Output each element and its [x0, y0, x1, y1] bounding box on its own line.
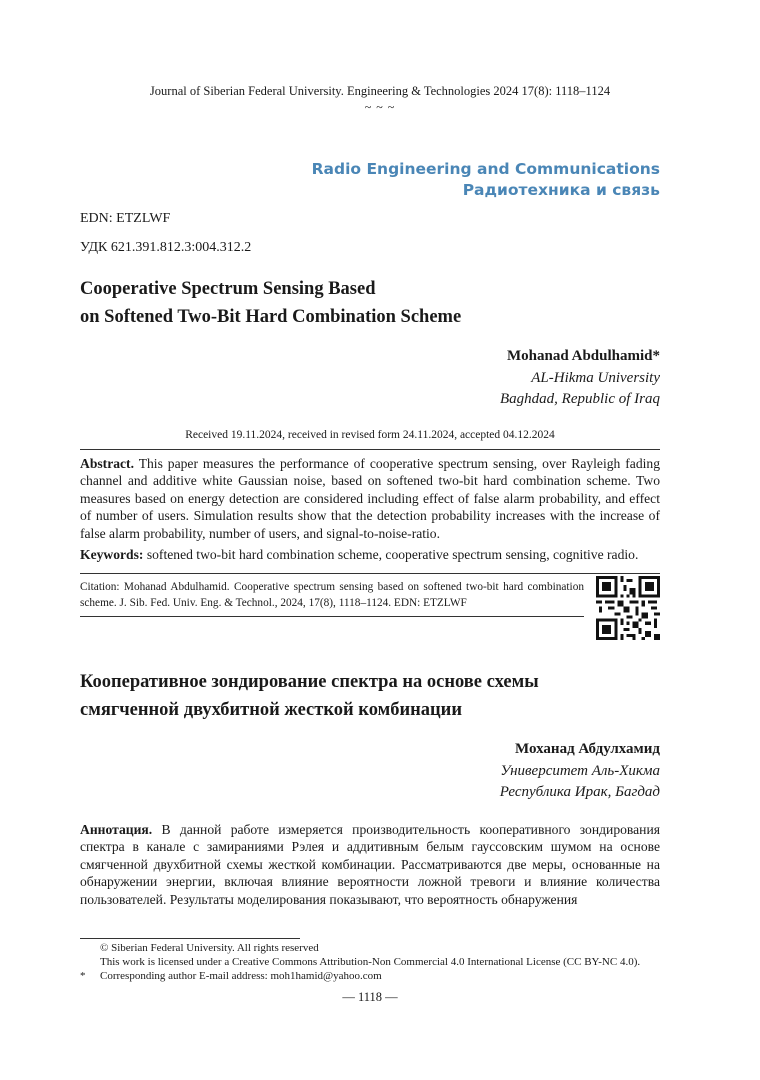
qr-code-icon[interactable]: [596, 576, 660, 640]
received-dates: Received 19.11.2024, received in revised form 24.11.2024, accepted 04.12.2024: [185, 429, 555, 441]
article-title-en: [80, 275, 680, 331]
divider: [80, 616, 584, 617]
keywords-text: softened two-bit hard combination scheme, cooperative spectrum sensing, cognitive radio.: [146, 547, 639, 562]
title-en-line2: on Softened Two-Bit Hard Combination Scheme: [80, 307, 462, 327]
header-ornament: ~ ~ ~: [364, 100, 396, 114]
edn-code: EDN: ETZLWF: [80, 211, 171, 226]
annotation-text: В данной работе измеряется производительность кооперативного зондирования спектра в канале с замираниями Рэлея и аддитивным белым гауссовским шумом на основе смягченной двухбитной схемы жесткой комбинации. Рассматриваются две меры, основанные на обнаружении энергии, включая влияние вероятности ложной тревоги и влияние количества пользователей. Результаты моделирования показывают, что вероятность обнаружения: [80, 822, 660, 907]
abstract-text: This paper measures the performance of cooperative spectrum sensing, over Rayleigh fading channel and additive white Gaussian noise, based on softened two-bit hard combination scheme. Two measures based on energy detection are considered including effect of false alarm probability, and effect of number of users. Simulation results show that the detection probability increases with the increase of false alarm probability, number of users, and signal-to-noise-ratio.: [80, 456, 660, 541]
author-block-en: [240, 346, 660, 411]
author-name-ru: Моханад Абдулхамид: [515, 741, 660, 757]
affiliation-en-2: Baghdad, Republic of Iraq: [500, 391, 660, 407]
article-title-ru: [80, 668, 680, 724]
title-ru-line2: смягченной двухбитной жесткой комбинации: [80, 700, 462, 720]
author-block-ru: [240, 739, 660, 804]
page-number: — 1118 —: [342, 990, 398, 1004]
copyright-note: © Siberian Federal University. All rights reserved: [100, 942, 319, 954]
journal-header: Journal of Siberian Federal University. Engineering & Technologies 2024 17(8): 1118–1124: [149, 84, 611, 98]
footnote-divider: [80, 938, 300, 939]
citation: Citation: Mohanad Abdulhamid. Cooperative spectrum sensing based on softened two-bit hard combination scheme. J. Sib. Fed. Univ. Eng. & Technol., 2024, 17(8), 1118–1124. EDN: ETZLWF: [80, 581, 584, 609]
divider: [80, 449, 660, 450]
title-ru-line1: Кооперативное зондирование спектра на основе схемы: [80, 672, 539, 692]
affiliation-ru-1: Университет Аль-Хикма: [500, 762, 660, 779]
footnote-mark: *: [80, 970, 86, 982]
abstract-label: Abstract.: [80, 456, 134, 471]
section-title-ru: Радиотехника и связь: [462, 181, 660, 199]
affiliation-ru-2: Республика Ирак, Багдад: [499, 784, 660, 800]
section-title-en: Radio Engineering and Communications: [311, 160, 660, 178]
divider: [80, 573, 660, 574]
annotation-label: Аннотация.: [80, 822, 153, 837]
keywords-label: Keywords:: [80, 547, 144, 562]
title-en-line1: Cooperative Spectrum Sensing Based: [80, 279, 376, 299]
corresponding-email: Corresponding author E-mail address: moh1hamid@yahoo.com: [100, 970, 382, 982]
abstract-en: [80, 455, 660, 542]
corresponding-note: [80, 969, 680, 983]
author-name-en: Mohanad Abdulhamid*: [507, 348, 660, 364]
udk-code: УДК 621.391.812.3:004.312.2: [80, 240, 252, 255]
affiliation-en-1: AL-Hikma University: [531, 369, 660, 386]
keywords-en: [80, 546, 660, 563]
annotation-ru: [80, 821, 660, 908]
license-note: This work is licensed under a Creative Commons Attribution-Non Commercial 4.0 International License (CC BY-NC 4.0).: [100, 956, 641, 968]
